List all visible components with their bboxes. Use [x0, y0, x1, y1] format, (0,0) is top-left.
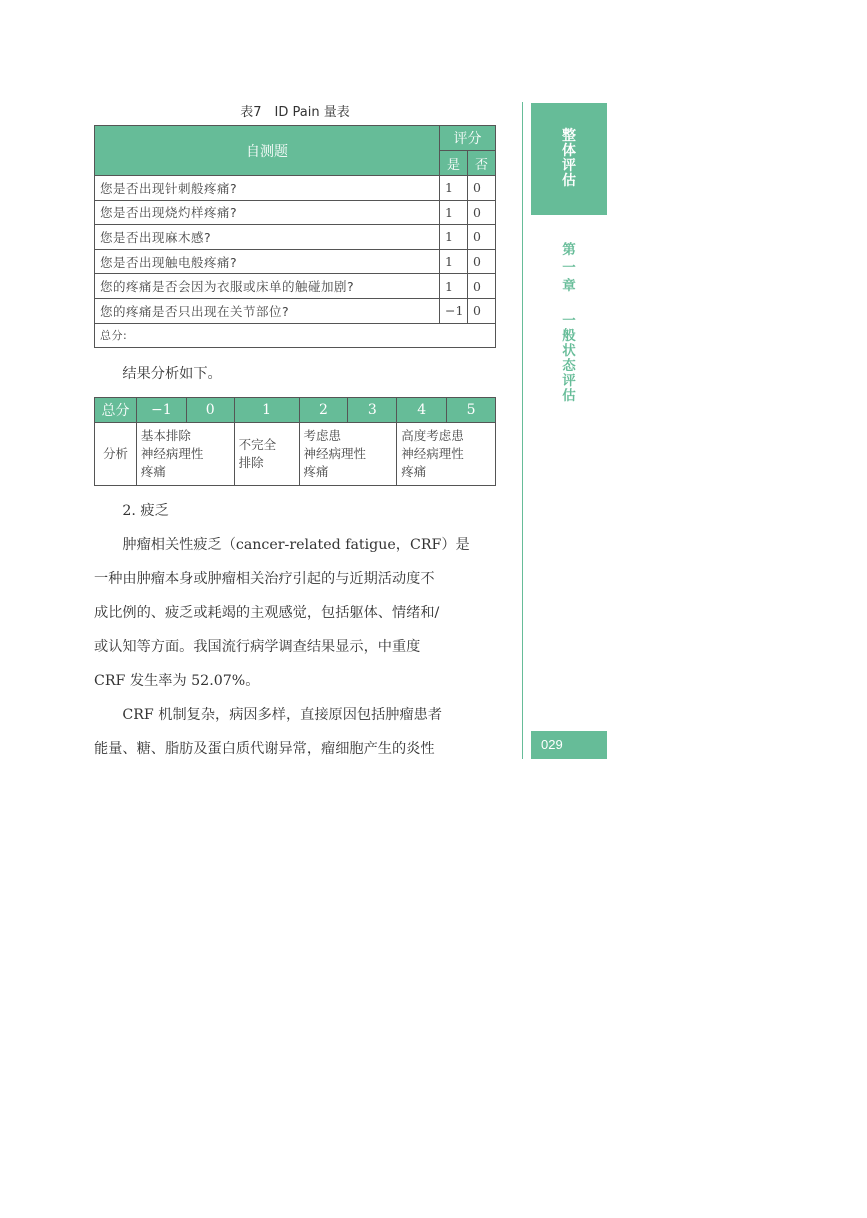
yes-cell: 1 — [440, 225, 468, 250]
paragraph-line: 或认知等方面。我国流行病学调查结果显示，中重度 — [94, 639, 421, 655]
tab-char: 评 — [562, 158, 576, 174]
chapter-char: 第 — [562, 242, 576, 258]
table-row — [95, 274, 496, 299]
question-cell: 您是否出现烧灼样疼痛? — [95, 200, 440, 225]
analysis-line: 疼痛 — [401, 464, 427, 479]
analysis-line: 疼痛 — [303, 464, 329, 479]
score-header: 评分 — [440, 126, 496, 151]
question-cell: 您是否出现针刺般疼痛? — [95, 176, 440, 201]
yes-cell: −1 — [440, 298, 468, 323]
analysis-excluded — [136, 423, 234, 486]
question-cell: 您的疼痛是否会因为衣服或床单的触碰加剧? — [95, 274, 440, 299]
no-cell: 0 — [468, 249, 496, 274]
table-row — [95, 249, 496, 274]
paragraph-line: 成比例的、疲乏或耗竭的主观感觉，包括躯体、情绪和/ — [94, 605, 440, 621]
chapter-char: 状 — [562, 343, 576, 359]
no-header: 否 — [468, 151, 496, 176]
analysis-line: 神经病理性 — [401, 446, 464, 461]
chapter-char: 一 — [562, 260, 576, 276]
yes-cell: 1 — [440, 200, 468, 225]
table-caption: 表7 ID Pain 量表 — [240, 105, 350, 120]
paragraph-line: CRF 发生率为 52.07%。 — [94, 673, 260, 689]
tab-char: 整 — [562, 128, 576, 144]
question-header: 自测题 — [95, 126, 440, 176]
analysis-line: 排除 — [238, 455, 264, 470]
result-table — [94, 397, 496, 486]
analysis-line: 神经病理性 — [303, 446, 367, 461]
question-cell: 您的疼痛是否只出现在关节部位? — [95, 298, 440, 323]
yes-cell: 1 — [440, 274, 468, 299]
chapter-char: 一 — [562, 313, 576, 329]
no-cell: 0 — [468, 274, 496, 299]
analysis-line: 高度考虑患 — [401, 428, 464, 443]
analysis-consider — [299, 423, 397, 486]
analysis-label: 分析 — [95, 423, 137, 486]
yes-header: 是 — [440, 151, 468, 176]
analysis-line: 疼痛 — [140, 464, 166, 479]
paragraph-line: 能量、糖、脂肪及蛋白质代谢异常，瘤细胞产生的炎性 — [94, 741, 435, 757]
score-0: 0 — [186, 398, 234, 423]
table-row — [95, 200, 496, 225]
total-header: 总分 — [95, 398, 137, 423]
analysis-line: 基本排除 — [140, 428, 191, 443]
score-neg1: −1 — [136, 398, 186, 423]
chapter-char: 评 — [562, 373, 576, 389]
score-5: 5 — [447, 398, 496, 423]
score-1: 1 — [234, 398, 299, 423]
table-row — [95, 176, 496, 201]
question-cell: 您是否出现触电般疼痛? — [95, 249, 440, 274]
margin-divider — [522, 102, 523, 759]
section-tab — [531, 103, 607, 215]
analysis-partial — [234, 423, 299, 486]
no-cell: 0 — [468, 176, 496, 201]
tab-char: 估 — [562, 173, 576, 189]
no-cell: 0 — [468, 225, 496, 250]
chapter-char: 态 — [562, 358, 576, 374]
score-2: 2 — [299, 398, 348, 423]
analysis-highly-consider — [397, 423, 496, 486]
id-pain-table — [94, 125, 496, 348]
analysis-line: 考虑患 — [303, 428, 342, 443]
score-4: 4 — [397, 398, 447, 423]
score-3: 3 — [348, 398, 397, 423]
chapter-char: 章 — [562, 278, 576, 294]
question-cell: 您是否出现麻木感? — [95, 225, 440, 250]
no-cell: 0 — [468, 298, 496, 323]
result-intro: 结果分析如下。 — [122, 366, 222, 382]
paragraph-line: 肿瘤相关性疲乏（cancer-related fatigue，CRF）是 — [122, 537, 470, 553]
analysis-line: 不完全 — [238, 437, 277, 452]
paragraph-line: CRF 机制复杂，病因多样，直接原因包括肿瘤患者 — [122, 707, 443, 723]
tab-char: 体 — [562, 143, 576, 159]
no-cell: 0 — [468, 200, 496, 225]
chapter-char: 估 — [562, 388, 576, 404]
paragraph-line: 一种由肿瘤本身或肿瘤相关治疗引起的与近期活动度不 — [94, 571, 435, 587]
chapter-char: 般 — [562, 328, 576, 344]
table-row — [95, 298, 496, 323]
section-title: 2. 疲乏 — [122, 503, 169, 519]
page-number: 029 — [531, 731, 607, 759]
total-cell: 总分: — [95, 323, 496, 348]
yes-cell: 1 — [440, 176, 468, 201]
chapter-title — [531, 243, 607, 404]
yes-cell: 1 — [440, 249, 468, 274]
analysis-line: 神经病理性 — [140, 446, 204, 461]
table-row — [95, 225, 496, 250]
